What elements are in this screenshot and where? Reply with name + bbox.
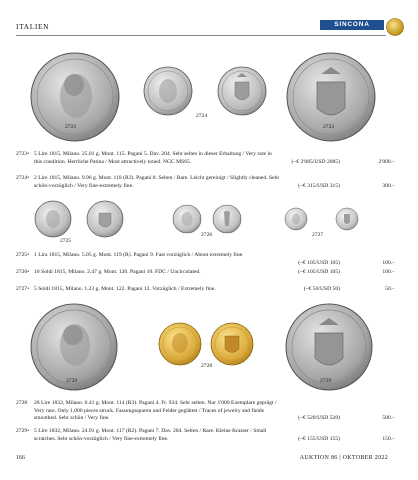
coin-label-2723-right: 2723 (323, 124, 335, 130)
lot-price: 50.- (385, 286, 394, 292)
coin-2727-reverse (335, 207, 359, 231)
lot-description-line: smoothed. Sehr schön / Very fine. (34, 415, 110, 422)
lot-number: 2724• (16, 175, 30, 181)
lot-estimate: (~€ 520/USD 520) (298, 415, 340, 422)
lot-description-line: this condition. Herrliche Patina / Most attractively toned. NGC MS65. (34, 158, 192, 165)
lot-description (34, 428, 340, 443)
lot-price: 150.- (382, 435, 394, 442)
coin-2728-reverse (210, 322, 254, 366)
lot-number: 2728 (16, 400, 28, 406)
lot-description-line: 10 Soldi 1815, Milano. 2.47 g. Mont. 120. Pagani 10. FDC / Uncirculated. (34, 269, 201, 275)
lot-estimate: (~€ 155/USD 155) (298, 435, 340, 442)
lot-description (34, 269, 340, 277)
lot-description (34, 400, 340, 423)
lot-price: 2'000.- (378, 158, 394, 165)
coin-2728-obverse (158, 322, 202, 366)
lot-estimate: (~€ 2'085/USD 2085) (291, 158, 340, 165)
page-number: 166 (16, 455, 25, 461)
header-rule (16, 35, 386, 36)
coin-label-2729-right: 2729 (320, 378, 332, 384)
section-title: ITALIEN (16, 22, 50, 31)
lot-description-line: 5 Soldi 1815, Milano. 1.23 g. Mont. 122. Pagani 12. Vorzüglich / Extremely fine. (34, 286, 216, 292)
coin-label-2728: 2728 (201, 363, 213, 369)
coin-label-2725: 2725 (60, 238, 72, 244)
lot-description-line: 5 Lire 1815, Milano. 25.01 g. Mont. 115. Pagani 5. Dav. 204. Sehr selten in dieser Erhaltung / Very rare in (34, 151, 272, 157)
lot-number: 2726• (16, 269, 30, 275)
coin-label-2723-left: 2723 (65, 124, 77, 130)
lot-description-line: 2 Lire 1815, Milano. 9.96 g. Mont. 118 (R2). Pagani 8. Selten / Rare. Leicht gereinigt / Slightly cleaned. Sehr (34, 175, 280, 181)
coin-label-2724: 2724 (196, 113, 208, 119)
lot-description (34, 175, 340, 190)
lot-number: 2723• (16, 151, 30, 157)
coin-2727-obverse (284, 207, 308, 231)
lot-description (34, 252, 340, 260)
coin-2726-reverse (212, 204, 242, 234)
lot-description-line: 5 Lire 1832, Milano. 24.91 g. Mont. 117 (R2). Pagani 7. Dav. 204. Selten / Rare. Kleine Kratzer / Small (34, 428, 267, 434)
lot-description-line: 1 Lira 1815, Milano. 5.05 g. Mont. 119 (R). Pagani 9. Fast vorzüglich / About extremely fine. (34, 252, 244, 258)
lot-description-line: scratches. Sehr schön-vorzüglich / Very fine-extremely fine. (34, 435, 169, 442)
lot-price: 500.- (382, 415, 394, 422)
lot-description-line: Very rare. Only 1,000 pieces struck. Fassungsspuren und Felder geglättet / Traces of jewelry and fields (34, 407, 264, 414)
brand-badge: SINCONA (320, 20, 384, 30)
coin-2725-reverse (86, 200, 124, 238)
lot-number: 2725• (16, 252, 30, 258)
coin-2724-reverse (217, 66, 267, 116)
lot-estimate: (~€ 105/USD 105) (298, 259, 340, 266)
lot-price: 100.- (382, 269, 394, 275)
page-header (16, 18, 402, 40)
coin-label-2729-left: 2729 (66, 378, 78, 384)
coin-2724-obverse (143, 66, 193, 116)
lot-number: 2727• (16, 286, 30, 292)
coin-2726-obverse (172, 204, 202, 234)
lot-description-line: schön-vorzüglich / Very fine-extremely fine. (34, 182, 134, 189)
lot-estimate: (~€ 315/USD 315) (298, 182, 340, 189)
lot-number: 2729• (16, 428, 30, 434)
coin-label-2727: 2727 (312, 232, 324, 238)
auction-title: AUKTION 86 | OKTOBER 2022 (299, 455, 388, 461)
lot-price: 300.- (382, 182, 394, 189)
lot-description-line: 20 Lire 1832, Milano. 6.41 g. Mont. 114 (R3). Pagani 4. Fr. 934. Sehr selten. Nur 1'000 Exemplare geprägt / (34, 400, 277, 406)
coin-label-2726: 2726 (201, 232, 213, 238)
lot-estimate: (~€ 50/USD 50) (303, 286, 340, 292)
lot-description (34, 286, 340, 294)
lot-price: 100.- (382, 259, 394, 266)
coin-2725-obverse (34, 200, 72, 238)
lot-estimate: (~€ 105/USD 105) (298, 269, 340, 275)
gold-coin-logo (386, 18, 404, 36)
